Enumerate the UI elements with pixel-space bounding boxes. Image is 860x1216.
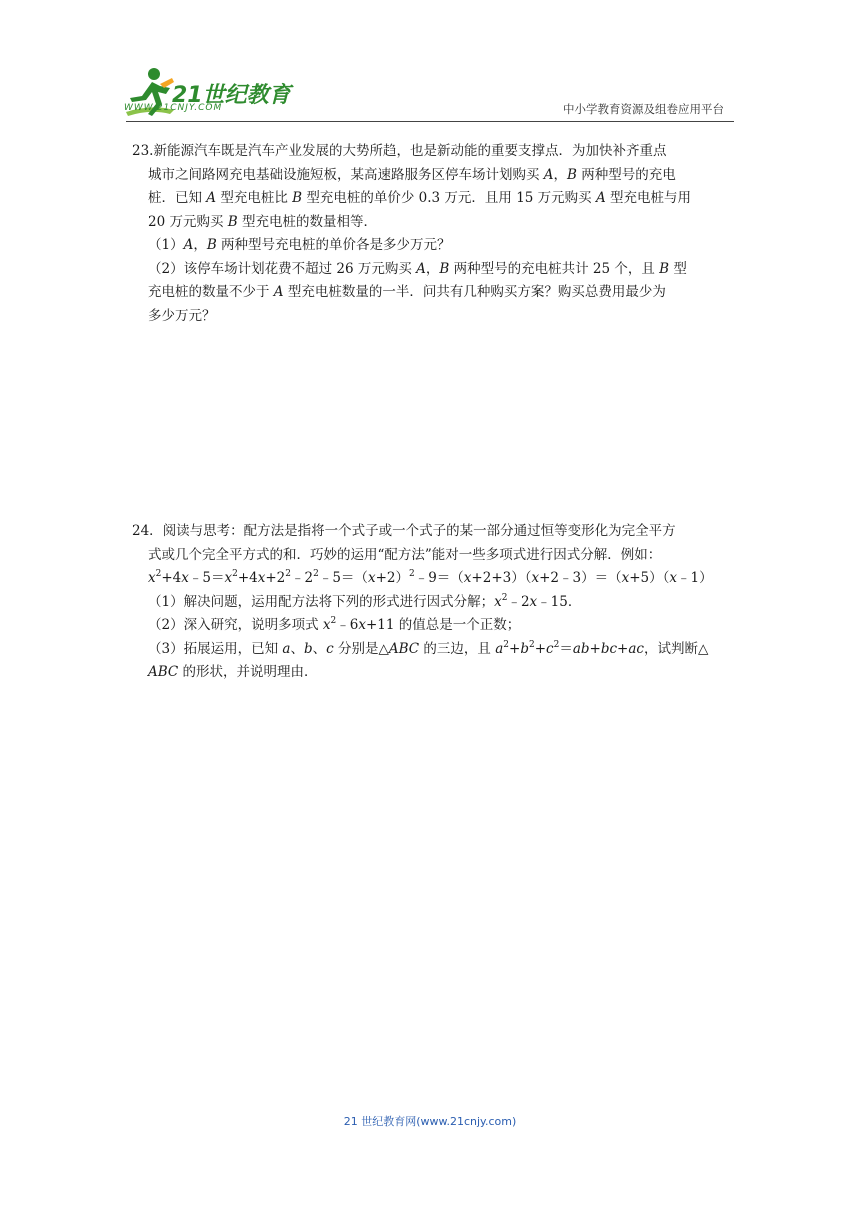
question-24-part-1: （1）解决问题，运用配方法将下列的形式进行因式分解；$x^2﹣2x﹣15$． — [148, 592, 582, 610]
question-23-number: 23. — [132, 143, 154, 159]
question-23-part-2: （2）该停车场计划花费不超过 26 万元购买 A，B 两种型号的充电桩共计 25 个，且 B 型 — [148, 260, 687, 277]
question-24-stem-line: 式或几个完全平方式的和．巧妙的运用“配方法”能对一些多项式进行因式分解．例如： — [148, 546, 662, 563]
platform-slogan: 中小学教育资源及组卷应用平台 — [563, 102, 724, 116]
question-23-stem-line: 20 万元购买 B 型充电桩的数量相等． — [148, 213, 377, 230]
question-23-part-2-line: 充电桩的数量不少于 A 型充电桩数量的一半．问共有几种购买方案？购买总费用最少为 — [148, 284, 666, 300]
page-header — [0, 0, 860, 130]
question-24-part-3: （3）拓展运用，已知 a、b、c 分别是△ABC 的三边，且 $a^2+b^2+c^2=ab+bc+ac$，试判断△ — [148, 639, 709, 657]
question-23-part-1: （1）A，B 两种型号充电桩的单价各是多少万元？ — [148, 237, 451, 253]
footer-source[interactable]: 21 世纪教育网(www.21cnjy.com) — [343, 1115, 517, 1128]
question-24-example: $x^2+4x﹣5=x^2+4x+2^2﹣2^2﹣5=(x+2)^2﹣9=(x+2+3)(x+2﹣3)=(x+5)(x﹣1)$ — [148, 569, 713, 586]
question-23-part-2-line: 多少万元？ — [148, 307, 216, 324]
logo-wordmark: 21世纪教育 — [172, 83, 291, 108]
question-24-part-2: （2）深入研究，说明多项式 $x^2﹣6x+11$ 的值总是一个正数； — [148, 616, 521, 633]
question-23-stem-line: 城市之间路网充电基础设施短板，某高速路服务区停车场计划购买 A，B 两种型号的充电 — [148, 166, 676, 183]
question-24-stem: 24．阅读与思考：配方法是指将一个式子或一个式子的某一部分通过恒等变形化为完全平方 — [132, 523, 676, 539]
logo-url: WWW.21CNJY.COM — [124, 103, 223, 113]
header-divider — [126, 121, 734, 122]
question-23 — [132, 140, 734, 328]
question-24 — [132, 520, 734, 685]
question-24-part-3-line: ABC 的形状，并说明理由． — [148, 664, 318, 680]
question-24-number: 24． — [132, 523, 163, 539]
question-23-stem-line: 桩．已知 A 型充电桩比 B 型充电桩的单价少 0.3 万元．且用 15 万元购买 A 型充电桩与用 — [148, 190, 692, 206]
question-23-stem: 23.新能源汽车既是汽车产业发展的大势所趋，也是新动能的重要支撑点．为加快补齐重点 — [132, 143, 667, 159]
